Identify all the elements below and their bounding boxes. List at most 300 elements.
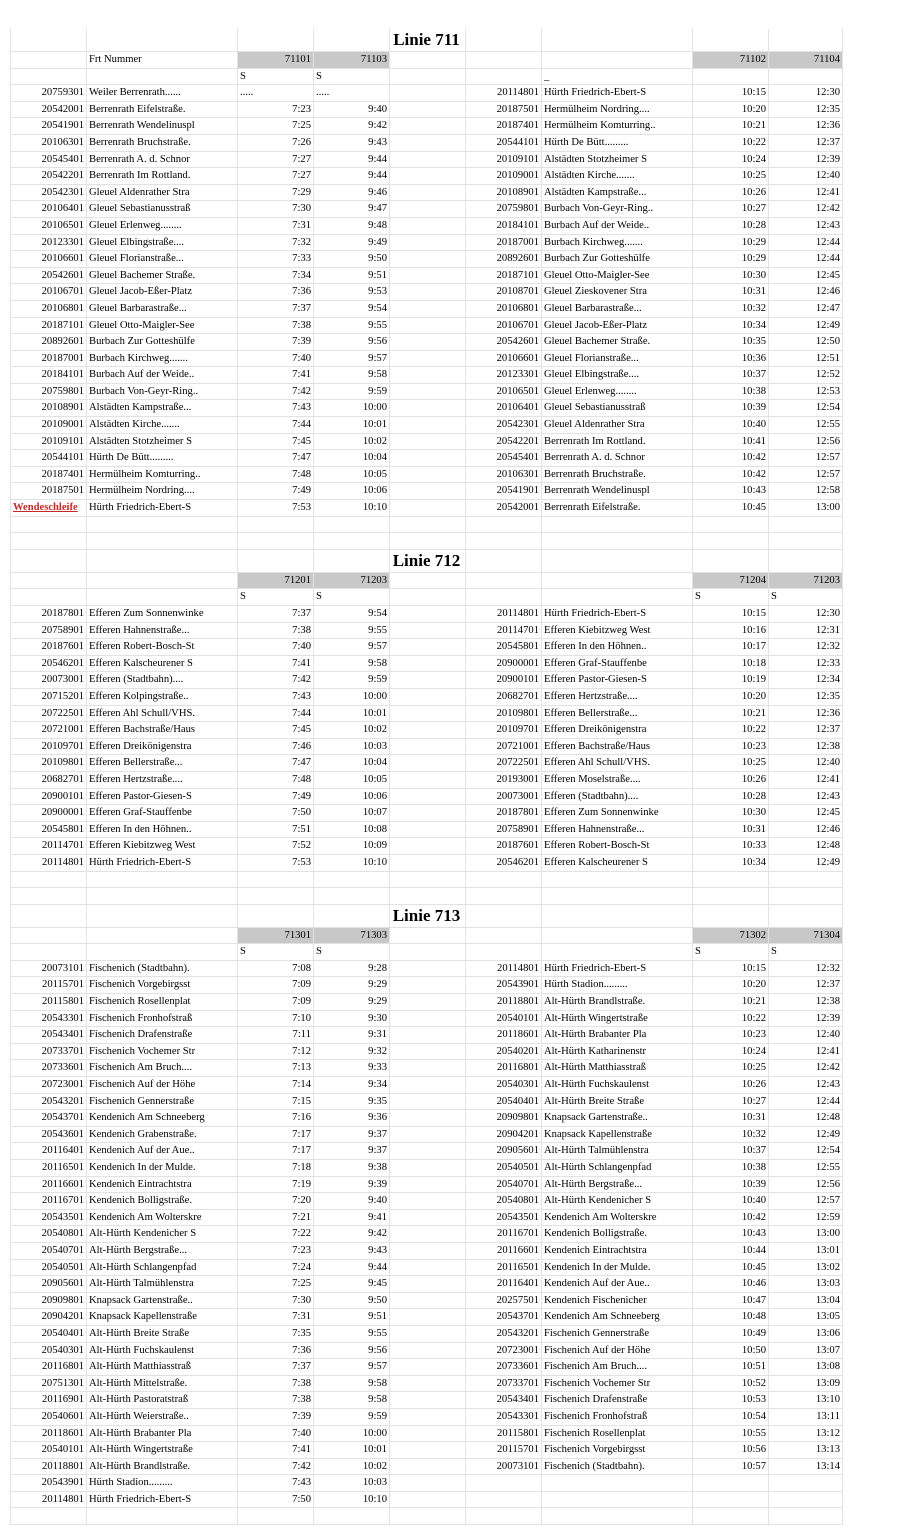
stop-name: Fischenich Gennerstraße [86, 1094, 237, 1110]
departure-time: 7:36 [237, 284, 313, 300]
stop-row [10, 218, 843, 235]
departure-time: 12:43 [768, 218, 843, 234]
departure-time: 9:56 [313, 1343, 389, 1359]
departure-time: 9:54 [313, 301, 389, 317]
departure-time: 10:16 [692, 623, 768, 639]
service-flag: S [313, 589, 389, 605]
stop-row [10, 656, 843, 673]
stop-name: Gleuel Sebastianusstraß [86, 201, 237, 217]
departure-time: 12:55 [768, 1160, 843, 1176]
stop-name: Kendenich Grabenstraße. [86, 1127, 237, 1143]
stop-name: Gleuel Erlenweg........ [541, 384, 692, 400]
service-flag: S [237, 69, 313, 85]
cell [389, 533, 465, 549]
departure-time: 10:20 [692, 689, 768, 705]
cell [541, 872, 692, 888]
cell [313, 533, 389, 549]
departure-time: 7:14 [237, 1077, 313, 1093]
stop-name: Burbach Von-Geyr-Ring.. [541, 201, 692, 217]
cell [389, 1343, 465, 1359]
stop-name: Hürth Stadion......... [86, 1475, 237, 1491]
stop-name: Fischenich Auf der Höhe [541, 1343, 692, 1359]
departure-time: 9:36 [313, 1110, 389, 1126]
departure-time: 7:22 [237, 1226, 313, 1242]
stop-id: 20118601 [10, 1426, 86, 1442]
departure-time: 7:09 [237, 994, 313, 1010]
stop-id: 20542001 [465, 500, 541, 516]
cell [10, 573, 86, 589]
trip-number: 71103 [313, 52, 389, 68]
stop-id: 20546201 [10, 656, 86, 672]
departure-time: 13:04 [768, 1293, 843, 1309]
departure-time: 10:42 [692, 450, 768, 466]
stop-id: 20543601 [10, 1127, 86, 1143]
stop-id: 20540601 [10, 1409, 86, 1425]
wendeschleife-link[interactable]: Wendeschleife [10, 500, 86, 516]
departure-time: 10:33 [692, 838, 768, 854]
stop-name: Hermülheim Komturring.. [86, 467, 237, 483]
departure-time: 10:19 [692, 672, 768, 688]
stop-row [10, 201, 843, 218]
stop-name: Gleuel Zieskovener Stra [541, 284, 692, 300]
cell [389, 888, 465, 904]
departure-time: 10:32 [692, 1127, 768, 1143]
stop-row [10, 85, 843, 102]
stop-id: 20118801 [465, 994, 541, 1010]
stop-name: Efferen Dreikönigenstra [86, 739, 237, 755]
departure-time: 12:30 [768, 606, 843, 622]
departure-time: 10:29 [692, 235, 768, 251]
stop-name: Fischenich (Stadtbahn). [86, 961, 237, 977]
departure-time: 10:03 [313, 1475, 389, 1491]
cell [768, 888, 843, 904]
stop-name: Alt-Hürth Breite Straße [541, 1094, 692, 1110]
stop-row [10, 483, 843, 500]
cell [86, 1508, 237, 1524]
cell [389, 706, 465, 722]
stop-id: 20542301 [465, 417, 541, 433]
stop-name: Efferen Robert-Bosch-St [86, 639, 237, 655]
cell [389, 69, 465, 85]
departure-time: 7:40 [237, 639, 313, 655]
departure-time: 7:50 [237, 805, 313, 821]
stop-name: Hürth Friedrich-Ebert-S [541, 606, 692, 622]
stop-row [10, 1127, 843, 1144]
departure-time: 9:39 [313, 1177, 389, 1193]
stop-name: Alt-Hürth Pastoratstraß [86, 1392, 237, 1408]
stop-name: Efferen Dreikönigenstra [541, 722, 692, 738]
departure-time: 10:57 [692, 1459, 768, 1475]
service-flag [692, 69, 768, 85]
departure-time: 10:40 [692, 1193, 768, 1209]
stop-row [10, 772, 843, 789]
stop-name: Efferen Hahnenstraße... [541, 822, 692, 838]
stop-row [10, 1376, 843, 1393]
cell [313, 517, 389, 533]
stop-row [10, 1426, 843, 1443]
stop-id: 20106301 [10, 135, 86, 151]
stop-name: Knapsack Gartenstraße.. [86, 1293, 237, 1309]
departure-time: 7:45 [237, 434, 313, 450]
departure-time: 12:45 [768, 268, 843, 284]
departure-time [692, 1492, 768, 1508]
stop-name: Fischenich Fronhofstraß [86, 1011, 237, 1027]
departure-time: 7:25 [237, 118, 313, 134]
stop-row [10, 977, 843, 994]
departure-time: 9:38 [313, 1160, 389, 1176]
stop-row [10, 417, 843, 434]
departure-time: 10:38 [692, 384, 768, 400]
stop-row [10, 351, 843, 368]
departure-time: 7:40 [237, 351, 313, 367]
departure-time: 12:34 [768, 672, 843, 688]
departure-time: 12:46 [768, 822, 843, 838]
stop-id: 20543701 [465, 1309, 541, 1325]
stop-id: 20543901 [10, 1475, 86, 1491]
departure-time: 7:15 [237, 1094, 313, 1110]
stop-id: 20758901 [465, 822, 541, 838]
departure-time: 9:42 [313, 1226, 389, 1242]
stop-row [10, 838, 843, 855]
departure-time: 9:28 [313, 961, 389, 977]
cell [389, 384, 465, 400]
stop-name: Alt-Hürth Talmühlenstra [86, 1276, 237, 1292]
departure-time: 9:58 [313, 1392, 389, 1408]
departure-time: 7:24 [237, 1260, 313, 1276]
stop-name: Gleuel Elbingstraße.... [541, 367, 692, 383]
stop-row [10, 1260, 843, 1277]
stop-row [10, 1475, 843, 1492]
stop-name: Efferen Pastor-Giesen-S [86, 789, 237, 805]
stop-name: Hermülheim Nordring.... [541, 102, 692, 118]
departure-time: 13:09 [768, 1376, 843, 1392]
stop-name: Kendenich Am Schneeberg [86, 1110, 237, 1126]
stop-id: 20542201 [10, 168, 86, 184]
stop-name: Efferen Moselstraße.... [541, 772, 692, 788]
departure-time: 7:12 [237, 1044, 313, 1060]
trip-number: 71303 [313, 928, 389, 944]
stop-name: Gleuel Jacob-Eßer-Platz [86, 284, 237, 300]
departure-time: 10:25 [692, 168, 768, 184]
cell [389, 152, 465, 168]
departure-time: 10:50 [692, 1343, 768, 1359]
cell [389, 218, 465, 234]
stop-id: 20109001 [10, 417, 86, 433]
stop-name: Efferen Robert-Bosch-St [541, 838, 692, 854]
stop-name: Efferen Kalscheurener S [86, 656, 237, 672]
cell [768, 517, 843, 533]
stop-id: 20540201 [465, 1044, 541, 1060]
stop-id: 20892601 [465, 251, 541, 267]
cell [86, 573, 237, 589]
stop-id: 20106301 [465, 467, 541, 483]
cell [389, 656, 465, 672]
stop-id: 20106601 [465, 351, 541, 367]
departure-time: 10:37 [692, 367, 768, 383]
departure-time: 7:20 [237, 1193, 313, 1209]
departure-time: 7:16 [237, 1110, 313, 1126]
departure-time: 7:19 [237, 1177, 313, 1193]
departure-time: 10:02 [313, 1459, 389, 1475]
trip-number: 71203 [313, 573, 389, 589]
stop-id: 20758901 [10, 623, 86, 639]
cell [692, 888, 768, 904]
cell [389, 1193, 465, 1209]
stop-id: 20540301 [465, 1077, 541, 1093]
stop-name: Alt-Hürth Katharinenstr [541, 1044, 692, 1060]
cell [389, 351, 465, 367]
departure-time: 12:40 [768, 168, 843, 184]
cell [237, 888, 313, 904]
cell [389, 994, 465, 1010]
departure-time: 10:00 [313, 689, 389, 705]
stop-row [10, 1442, 843, 1459]
cell [389, 573, 465, 589]
departure-time: 12:47 [768, 301, 843, 317]
stop-id: 20187501 [10, 483, 86, 499]
service-flag: S [313, 944, 389, 960]
stop-id: 20115801 [10, 994, 86, 1010]
departure-time: 7:31 [237, 218, 313, 234]
departure-time [768, 1475, 843, 1491]
departure-time: 10:39 [692, 1177, 768, 1193]
departure-time: 7:48 [237, 467, 313, 483]
cell [465, 1508, 541, 1524]
stop-id: 20109701 [10, 739, 86, 755]
stop-name: Hürth Friedrich-Ebert-S [541, 85, 692, 101]
departure-time: 7:27 [237, 168, 313, 184]
stop-id: 20905601 [465, 1143, 541, 1159]
departure-time: 7:10 [237, 1011, 313, 1027]
stop-id: 20543901 [465, 977, 541, 993]
service-flag: S [313, 69, 389, 85]
departure-time: 12:48 [768, 838, 843, 854]
stop-row [10, 168, 843, 185]
departure-time: 7:11 [237, 1027, 313, 1043]
departure-time: 12:36 [768, 706, 843, 722]
departure-time: 7:38 [237, 623, 313, 639]
departure-time: 13:10 [768, 1392, 843, 1408]
cell [10, 944, 86, 960]
departure-time: 9:40 [313, 102, 389, 118]
stop-id: 20114701 [465, 623, 541, 639]
departure-time: 9:58 [313, 1376, 389, 1392]
stop-name: Alt-Hürth Schlangenpfad [86, 1260, 237, 1276]
cell [389, 606, 465, 622]
cell [389, 500, 465, 516]
departure-time: 7:47 [237, 755, 313, 771]
stop-row [10, 1060, 843, 1077]
stop-id: 20187601 [10, 639, 86, 655]
cell [389, 1177, 465, 1193]
stop-row [10, 400, 843, 417]
stop-row [10, 135, 843, 152]
cell [389, 1392, 465, 1408]
stop-name: Alt-Hürth Matthiasstraß [86, 1359, 237, 1375]
departure-time: 12:44 [768, 235, 843, 251]
departure-time: 10:20 [692, 102, 768, 118]
cell [389, 467, 465, 483]
departure-time: 10:26 [692, 1077, 768, 1093]
departure-time: 12:30 [768, 85, 843, 101]
trip-number: 71301 [237, 928, 313, 944]
stop-id [465, 1492, 541, 1508]
service-flag-row [10, 944, 843, 961]
cell [389, 739, 465, 755]
cell [389, 1260, 465, 1276]
stop-id: 20114801 [465, 961, 541, 977]
cell [389, 1044, 465, 1060]
trip-number: 71204 [692, 573, 768, 589]
stop-id: 20759801 [465, 201, 541, 217]
departure-time: 7:23 [237, 1243, 313, 1259]
cell [389, 1226, 465, 1242]
stop-name: Fischenich Auf der Höhe [86, 1077, 237, 1093]
cell [389, 1409, 465, 1425]
departure-time: 7:42 [237, 672, 313, 688]
cell [389, 1508, 465, 1524]
departure-time: 10:39 [692, 400, 768, 416]
trip-number: 71104 [768, 52, 843, 68]
departure-time: 9:59 [313, 1409, 389, 1425]
stop-id: 20540401 [10, 1326, 86, 1342]
departure-time: 9:44 [313, 1260, 389, 1276]
departure-time: 9:58 [313, 367, 389, 383]
departure-time: 12:41 [768, 772, 843, 788]
stop-id: 20106701 [465, 318, 541, 334]
stop-id: 20114801 [10, 1492, 86, 1508]
departure-time: 9:55 [313, 1326, 389, 1342]
cell [389, 318, 465, 334]
stop-id: 20759301 [10, 85, 86, 101]
cell [692, 517, 768, 533]
stop-name: Fischenich Rosellenplat [86, 994, 237, 1010]
stop-name: Efferen Ahl Schull/VHS. [86, 706, 237, 722]
stop-name: Efferen Graf-Stauffenbe [86, 805, 237, 821]
departure-time: 7:17 [237, 1143, 313, 1159]
stop-name: Burbach Von-Geyr-Ring.. [86, 384, 237, 400]
stop-id: 20904201 [10, 1309, 86, 1325]
departure-time: 9:55 [313, 318, 389, 334]
departure-time: 10:53 [692, 1392, 768, 1408]
trip-number: 71101 [237, 52, 313, 68]
cell [86, 888, 237, 904]
stop-name: Fischenich Am Bruch.... [86, 1060, 237, 1076]
stop-name: Alstädten Stotzheimer S [541, 152, 692, 168]
stop-id: 20108901 [10, 400, 86, 416]
stop-id: 20722501 [465, 755, 541, 771]
cell [10, 1508, 86, 1524]
cell [10, 928, 86, 944]
stop-row [10, 672, 843, 689]
departure-time: 12:50 [768, 334, 843, 350]
stop-name: Gleuel Aldenrather Stra [541, 417, 692, 433]
service-flag-row [10, 69, 843, 86]
departure-time: 7:46 [237, 739, 313, 755]
stop-name: Kendenich Am Wolterskre [541, 1210, 692, 1226]
stop-id: 20187101 [10, 318, 86, 334]
stop-name: Burbach Zur Gotteshülfe [541, 251, 692, 267]
departure-time: 10:24 [692, 152, 768, 168]
stop-name: Knapsack Kapellenstraße [541, 1127, 692, 1143]
stop-id: 20733601 [10, 1060, 86, 1076]
stop-id: 20073101 [465, 1459, 541, 1475]
cell [465, 928, 541, 944]
cell [465, 872, 541, 888]
departure-time: 13:12 [768, 1426, 843, 1442]
stop-row [10, 1392, 843, 1409]
stop-name: Efferen In den Höhnen.. [86, 822, 237, 838]
departure-time: 13:01 [768, 1243, 843, 1259]
stop-id: 20116701 [465, 1226, 541, 1242]
stop-name: Efferen Hertzstraße.... [86, 772, 237, 788]
departure-time: 7:32 [237, 235, 313, 251]
stop-name: Kendenich In der Mulde. [86, 1160, 237, 1176]
stop-row [10, 185, 843, 202]
stop-row [10, 1359, 843, 1376]
departure-time: 12:37 [768, 135, 843, 151]
stop-name: Hürth Friedrich-Ebert-S [541, 961, 692, 977]
departure-time: 10:09 [313, 838, 389, 854]
cell [541, 1508, 692, 1524]
stop-row [10, 994, 843, 1011]
departure-time: 10:27 [692, 1094, 768, 1110]
cell [389, 168, 465, 184]
stop-id: 20187001 [465, 235, 541, 251]
departure-time: 12:31 [768, 623, 843, 639]
departure-time: 9:37 [313, 1127, 389, 1143]
stop-row [10, 689, 843, 706]
stop-name: Alt-Hürth Wingertstraße [541, 1011, 692, 1027]
departure-time: 9:54 [313, 606, 389, 622]
stop-row [10, 639, 843, 656]
departure-time: 12:46 [768, 284, 843, 300]
stop-row [10, 318, 843, 335]
stop-name: Fischenich (Stadtbahn). [541, 1459, 692, 1475]
cell [86, 589, 237, 605]
cell [389, 201, 465, 217]
spacer-row [10, 517, 843, 534]
cell [10, 52, 86, 68]
departure-time: 7:35 [237, 1326, 313, 1342]
stop-id: 20106701 [10, 284, 86, 300]
stop-id: 20542301 [10, 185, 86, 201]
departure-time: 7:30 [237, 1293, 313, 1309]
stop-id: 20540501 [465, 1160, 541, 1176]
departure-time: 12:44 [768, 1094, 843, 1110]
cell [541, 888, 692, 904]
departure-time: 10:43 [692, 483, 768, 499]
departure-time: 9:29 [313, 994, 389, 1010]
stop-id: 20184101 [10, 367, 86, 383]
stop-row [10, 623, 843, 640]
stop-id: 20116501 [465, 1260, 541, 1276]
stop-name: Kendenich Fischenicher [541, 1293, 692, 1309]
departure-time: 10:28 [692, 789, 768, 805]
service-flag [768, 69, 843, 85]
departure-time: 12:40 [768, 1027, 843, 1043]
cell [389, 102, 465, 118]
departure-time: 12:38 [768, 994, 843, 1010]
departure-time: 10:05 [313, 772, 389, 788]
stop-id: 20187801 [465, 805, 541, 821]
stop-name: Kendenich Auf der Aue.. [86, 1143, 237, 1159]
section-title: Linie 713 [392, 905, 461, 925]
cell [389, 1210, 465, 1226]
departure-time: 12:32 [768, 639, 843, 655]
stop-id: 20733701 [465, 1376, 541, 1392]
trip-number: 71102 [692, 52, 768, 68]
